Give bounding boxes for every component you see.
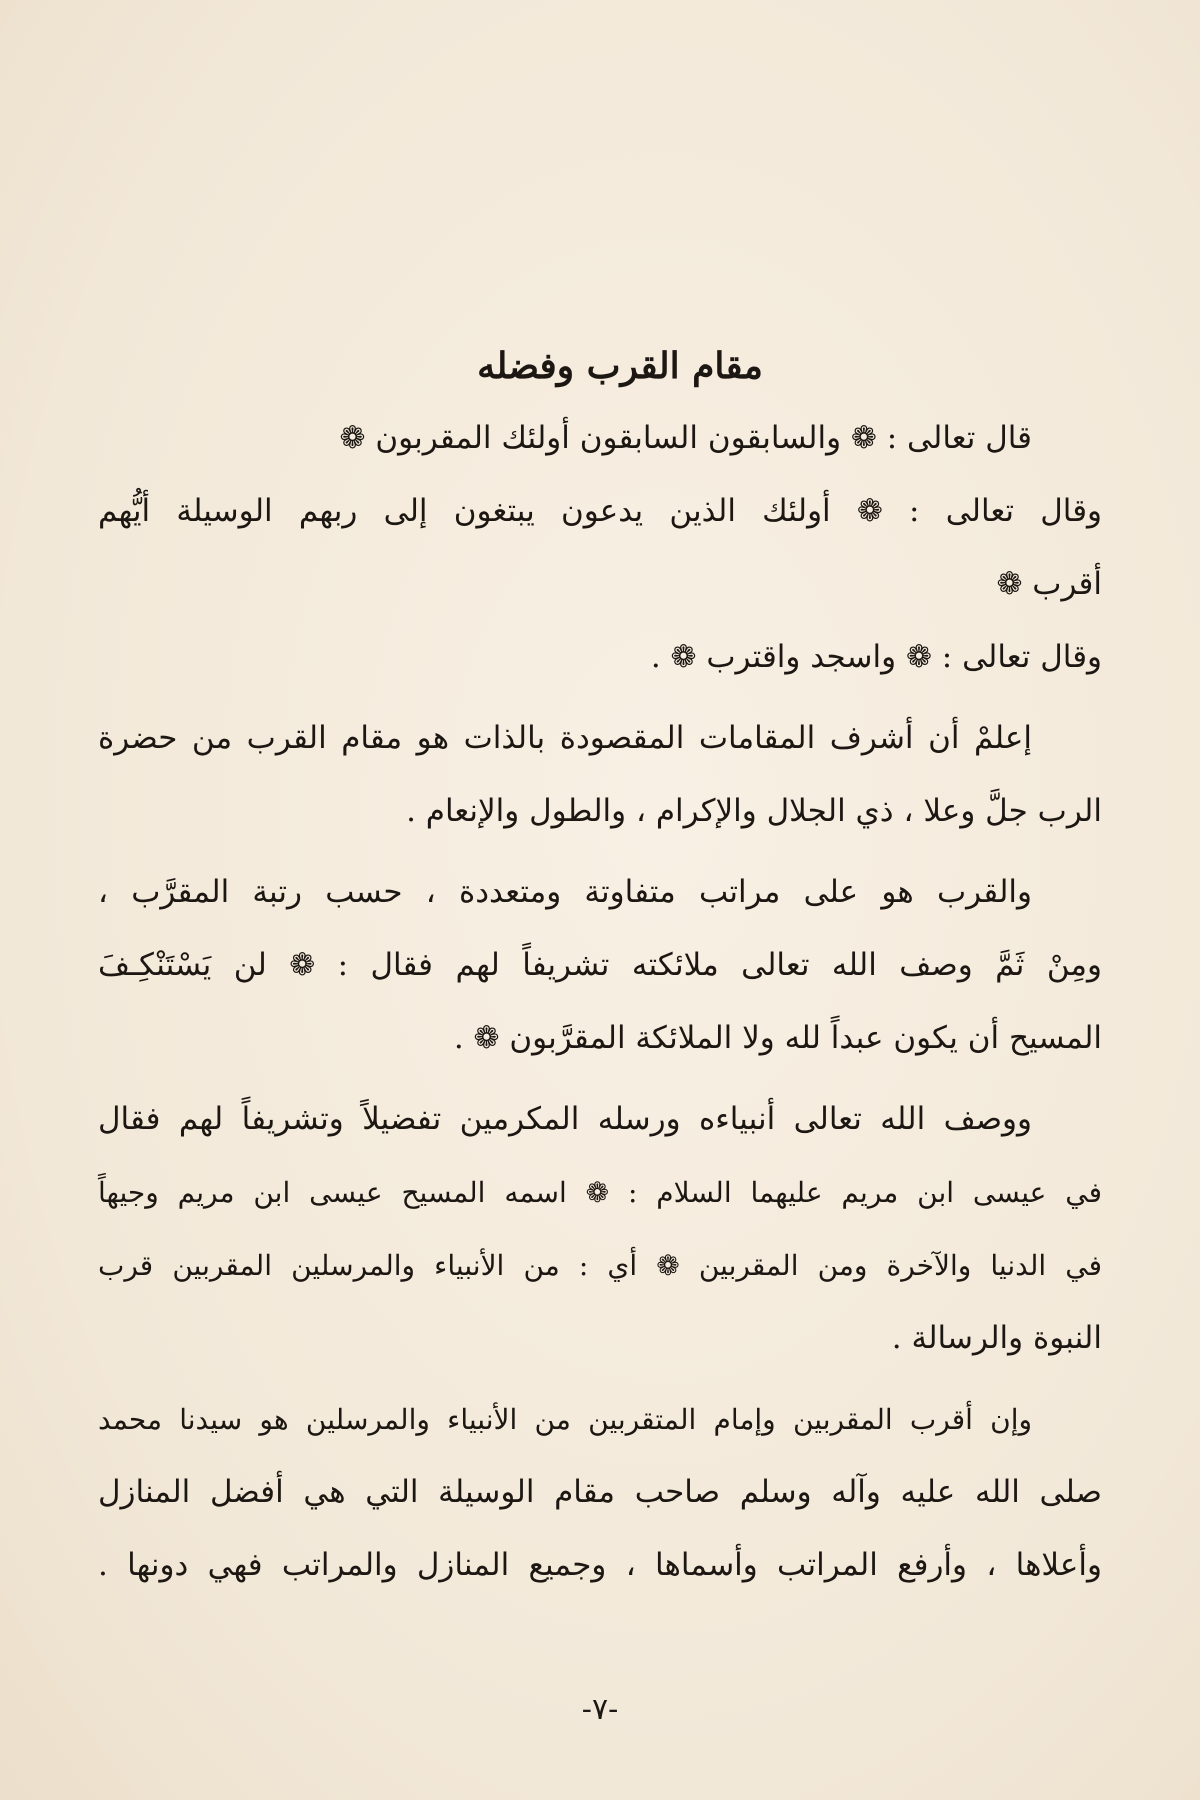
paragraph-3-line-3: في الدنيا والآخرة ومن المقربين ❁ أي : من الأنبياء والمرسلين المقربين قرب [98,1249,1102,1282]
paragraph-2-line-1: والقرب هو على مراتب متفاوتة ومتعددة ، حسب رتبة المقرَّب ، [98,874,1032,910]
paragraph-2-line-2: ومِنْ ثَمَّ وصف الله تعالى ملائكته تشريفاً لهم فقال : ❁ لن يَسْتَنْكِـفَ [98,947,1102,983]
paragraph-3-line-4: النبوة والرسالة . [891,1320,1102,1356]
paragraph-4-line-3: وأعلاها ، وأرفع المراتب وأسماها ، وجميع المنازل والمراتب فهي دونها . [98,1547,1102,1583]
paragraph-2-line-3: المسيح أن يكون عبداً لله ولا الملائكة المقرَّبون ❁ . [453,1020,1102,1056]
paragraph-1-line-2: الرب جلَّ وعلا ، ذي الجلال والإكرام ، والطول والإنعام . [406,793,1102,829]
page-text [98,330,1102,1602]
paragraph-1-line-1: إعلمْ أن أشرف المقامات المقصودة بالذات هو مقام القرب من حضرة [98,720,1032,756]
paragraph-3-line-1: ووصف الله تعالى أنبياءه ورسله المكرمين تفضيلاً وتشريفاً لهم فقال [98,1101,1032,1137]
verse-line-2: وقال تعالى : ❁ أولئك الذين يدعون يبتغون إلى ربهم الوسيلة أيُّهم [98,493,1102,529]
paragraph-4-line-1: وإن أقرب المقربين وإمام المتقربين من الأنبياء والمرسلين هو سيدنا محمد [98,1403,1032,1436]
paragraph-4-line-2: صلى الله عليه وآله وسلم صاحب مقام الوسيلة التي هي أفضل المنازل [98,1474,1102,1510]
page-number: -٧- [581,1692,619,1727]
verse-line-4: وقال تعالى : ❁ واسجد واقترب ❁ . [650,639,1102,675]
verse-line-1: قال تعالى : ❁ والسابقون السابقون أولئك المقربون ❁ [339,420,1032,456]
page-title: مقام القرب وفضله [477,345,763,387]
verse-line-3: أقرب ❁ [996,566,1102,602]
paragraph-3-line-2: في عيسى ابن مريم عليهما السلام : ❁ اسمه المسيح عيسى ابن مريم وجيهاً [98,1176,1102,1209]
